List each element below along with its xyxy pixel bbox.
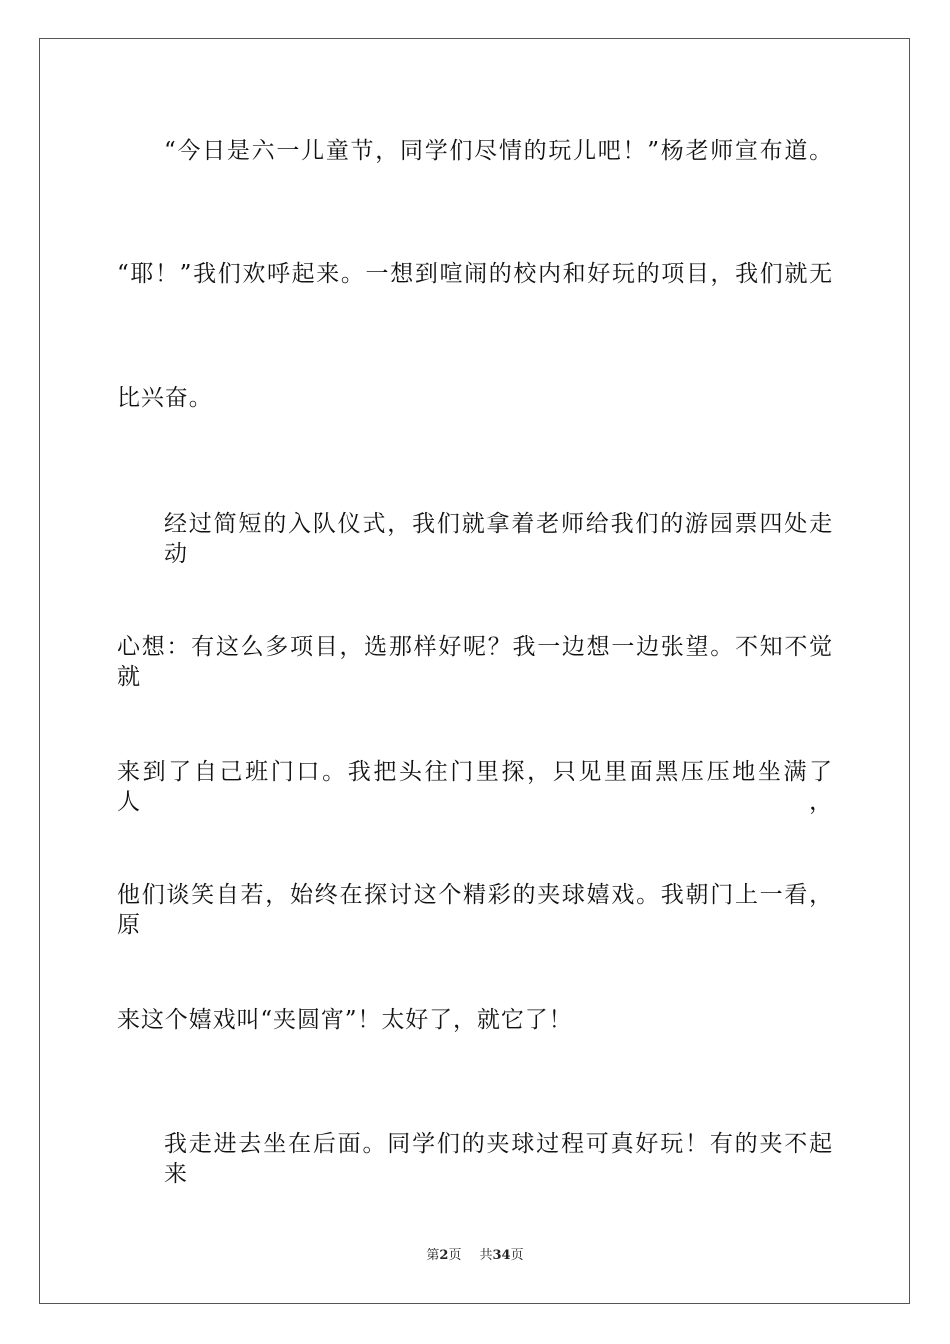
paragraph-line: 来这个嬉戏叫“夹圆宵”！太好了，就它了！ — [117, 1007, 573, 1033]
paragraph-line: 他们谈笑自若，始终在探讨这个精彩的夹球嬉戏。我朝门上一看，原 — [117, 882, 833, 938]
paragraph-line: 来到了自己班门口。我把头往门里探，只见里面黑压压地坐满了人， — [117, 759, 833, 815]
page-number: 2 — [439, 1248, 449, 1263]
paragraph-line: 心想：有这么多项目，选那样好呢？我一边想一边张望。不知不觉就 — [117, 634, 833, 690]
paragraph-line: 我走进去坐在后面。同学们的夹球过程可真好玩！有的夹不起来 — [164, 1131, 833, 1187]
total-suffix: 页 — [510, 1248, 524, 1263]
total-prefix: 共 — [479, 1248, 493, 1263]
paragraph-line: “今日是六一儿童节，同学们尽情的玩儿吧！”杨老师宣布道。 — [164, 138, 833, 164]
total-pages: 34 — [492, 1248, 511, 1263]
paragraph-line: 比兴奋。 — [117, 385, 213, 411]
page-suffix: 页 — [448, 1248, 462, 1263]
paragraph-line: “耶！”我们欢呼起来。一想到喧闹的校内和好玩的项目，我们就无 — [117, 261, 833, 287]
page-footer — [0, 1247, 950, 1265]
page-prefix: 第 — [426, 1248, 440, 1263]
paragraph-line: 经过简短的入队仪式，我们就拿着老师给我们的游园票四处走动 — [164, 511, 833, 567]
